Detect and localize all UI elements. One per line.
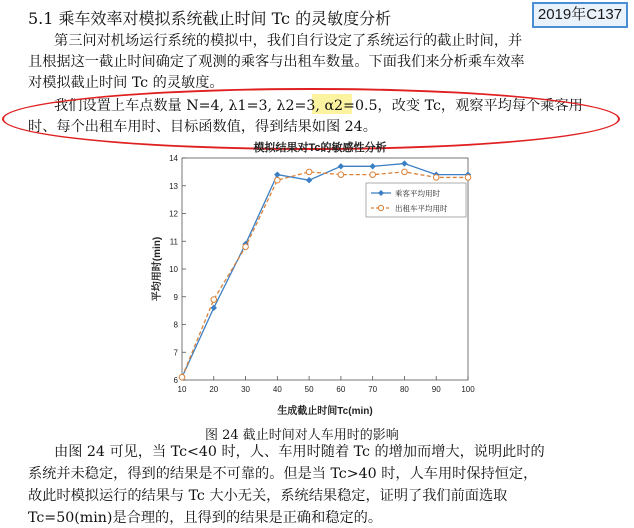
legend-marker-2: [378, 205, 383, 210]
paragraph-line: 我们设置上车点数量 N=4, λ1=3, λ2=3, α2=0.5，改变 Tc，观察平均每个乘客用: [54, 98, 583, 114]
data-point: [211, 297, 217, 303]
x-tick-label: 80: [399, 385, 409, 394]
y-tick-label: 7: [173, 348, 178, 358]
figure-caption: 图 24 截止时间对人车用时的影响: [205, 428, 399, 443]
data-point: [465, 175, 471, 181]
data-point: [433, 175, 439, 181]
x-tick-label: 30: [241, 385, 251, 394]
y-tick-label: 9: [173, 292, 178, 302]
data-point: [402, 169, 408, 175]
x-tick-label: 60: [336, 385, 346, 394]
source-badge: 2019年C137: [532, 2, 628, 28]
y-axis-label: 平均用时(min): [152, 236, 163, 302]
data-point: [306, 169, 312, 175]
legend-label-2: 出租车平均用时: [395, 204, 448, 213]
x-tick-label: 40: [272, 385, 282, 394]
x-tick-label: 90: [431, 385, 441, 394]
y-tick-label: 13: [169, 181, 178, 191]
x-tick-label: 100: [461, 385, 475, 394]
paragraph-line: 故此时模拟运行的结果与 Tc 大小无关，系统结果稳定，证明了我们前面选取: [28, 488, 508, 504]
y-tick-label: 8: [173, 320, 178, 330]
legend-label-1: 乘客平均用时: [395, 189, 440, 198]
x-tick-label: 50: [304, 385, 314, 394]
x-axis-label: 生成截止时间Tc(min): [277, 406, 373, 417]
data-point: [370, 172, 376, 178]
section-heading: 5.1 乘车效率对模拟系统截止时间 Tc 的灵敏度分析: [28, 9, 392, 28]
y-tick-label: 10: [169, 265, 178, 274]
data-point: [275, 177, 281, 183]
y-tick-label: 14: [169, 154, 178, 163]
paragraph-line: 系统并未稳定，得到的结果是不可靠的。但是当 Tc>40 时，人车用时保持恒定，: [28, 466, 538, 482]
chart-title: 模拟结果对Tc的敏感性分析: [253, 142, 387, 154]
data-point: [243, 244, 249, 250]
data-point: [338, 172, 344, 178]
y-tick-label: 11: [169, 237, 178, 247]
paragraph-line: 时、每个出租车用时、目标函数值，得到结果如图 24。: [28, 119, 377, 135]
y-tick-label: 12: [169, 209, 178, 219]
x-tick-label: 70: [368, 385, 378, 394]
legend: [366, 183, 466, 217]
paragraph-line: 对模拟截止时间 Tc 的灵敏度。: [28, 75, 224, 91]
sensitivity-chart: [150, 138, 480, 422]
x-tick-label: 20: [209, 385, 219, 394]
x-tick-label: 10: [177, 385, 187, 394]
paragraph-line: 且根据这一截止时间确定了观测的乘客与出租车数量。下面我们来分析乘车效率: [28, 54, 525, 70]
y-tick-label: 6: [173, 376, 178, 385]
data-point: [179, 374, 185, 380]
paragraph-line: 第三问对机场运行系统的模拟中，我们自行设定了系统运行的截止时间，并: [54, 33, 523, 49]
paragraph-line: Tc=50(min)是合理的，且得到的结果是正确和稳定的。: [28, 510, 383, 526]
paragraph-line: 由图 24 可见，当 Tc<40 时，人、车用时随着 Tc 的增加而增大，说明此时的: [54, 444, 545, 460]
